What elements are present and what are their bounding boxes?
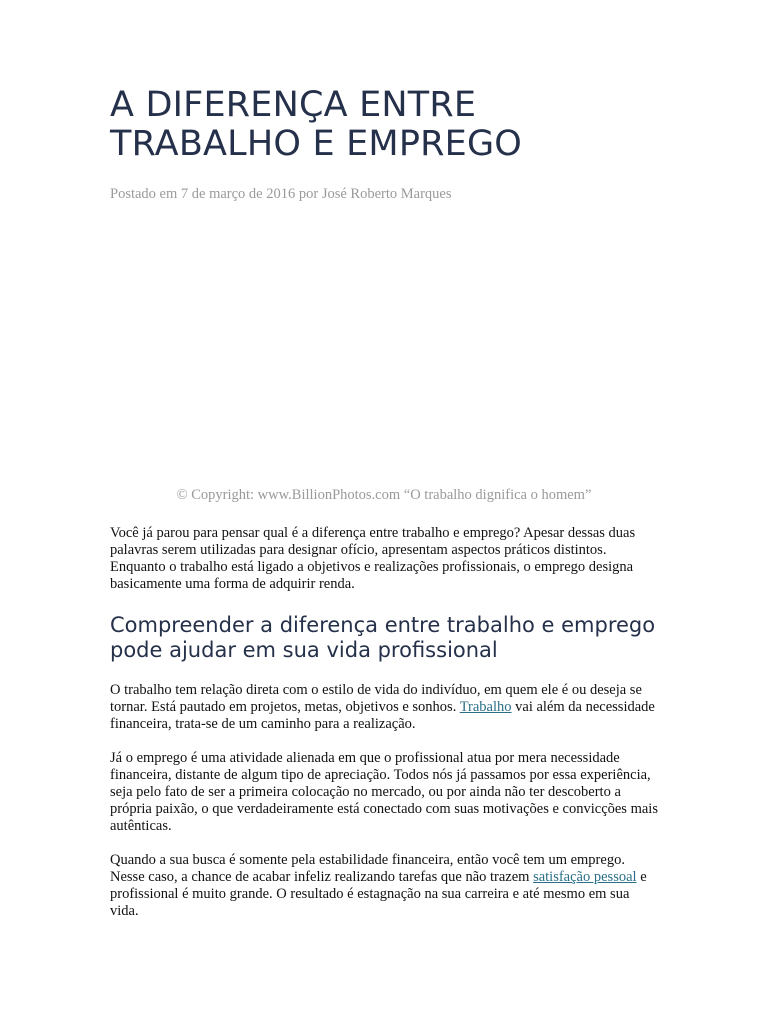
- article-title: [110, 86, 658, 164]
- article-title-line-1: A DIFERENÇA ENTRE: [110, 85, 477, 125]
- featured-image-placeholder: [110, 203, 658, 487]
- paragraph-2-text-start: O trabalho tem relação direta com o estilo de vida do indivíduo, em quem ele é ou deseja se tornar. Está pautado em projetos, metas, objetivos e sonhos.: [110, 682, 642, 715]
- paragraph-3: Já o emprego é uma atividade alienada em que o profissional atua por mera necessidade financeira, distante de algum tipo de apreciação. Todos nós já passamos por essa experiência, seja pelo fato de ser a primeira colocação no mercado, ou por ainda não ter descoberto a própria paixão, o que verdadeiramente está conectado com suas motivações e convicções mais autênticas.: [110, 750, 658, 834]
- paragraph-4: [110, 852, 658, 920]
- article: [110, 86, 658, 920]
- intro-paragraph: Você já parou para pensar qual é a diferença entre trabalho e emprego? Apesar dessas duas palavras serem utilizadas para designar ofício, apresentam aspectos práticos distintos. Enquanto o trabalho está ligado a objetivos e realizações profissionais, o emprego designa basicamente uma forma de adquirir renda.: [110, 525, 636, 592]
- paragraph-2-text-end: vai além da necessidade financeira, trata-se de um caminho para a realização.: [110, 699, 655, 732]
- section-heading: Compreender a diferença entre trabalho e emprego pode ajudar em sua vida profissional: [110, 613, 656, 662]
- paragraph-2: [110, 682, 658, 733]
- article-title-line-2: TRABALHO E EMPREGO: [110, 124, 523, 164]
- trabalho-link[interactable]: Trabalho: [459, 699, 512, 715]
- post-meta: Postado em 7 de março de 2016 por José Roberto Marques: [110, 186, 452, 202]
- paragraph-4-text-end: e profissional é muito grande. O resultado é estagnação na sua carreira e até mesmo em sua vida.: [110, 869, 647, 919]
- satisfacao-pessoal-link[interactable]: satisfação pessoal: [533, 869, 637, 885]
- image-caption: © Copyright: www.BillionPhotos.com “O trabalho dignifica o homem”: [176, 487, 592, 503]
- paragraph-4-text-start: Quando a sua busca é somente pela estabilidade financeira, então você tem um emprego. Nesse caso, a chance de acabar infeliz realizando tarefas que não trazem: [110, 852, 625, 885]
